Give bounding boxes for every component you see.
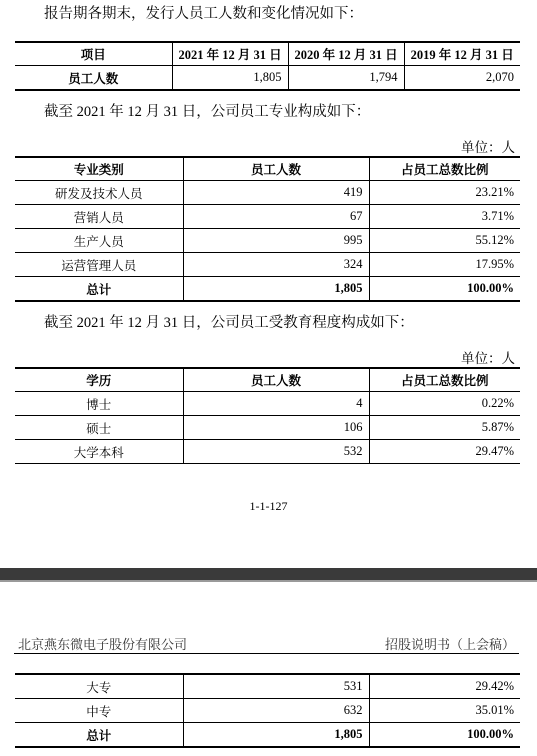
row-label: 大专 [15,674,183,699]
cell-value: 17.95% [369,253,520,277]
cell-value: 632 [183,699,369,723]
intro-paragraph-2: 截至 2021 年 12 月 31 日，公司员工专业构成如下： [44,104,371,120]
header-rule [14,653,519,654]
row-label: 员工人数 [15,66,172,91]
cell-value: 55.12% [369,229,520,253]
table-row [15,205,520,229]
cell-value: 106 [183,416,369,440]
cell-value: 1,794 [288,66,404,91]
cell-value: 419 [183,181,369,205]
cell-value: 3.71% [369,205,520,229]
header-cell: 占员工总数比例 [369,368,520,392]
total-row [15,723,520,748]
table-row [15,440,520,464]
cell-value: 23.21% [369,181,520,205]
row-label: 研发及技术人员 [15,181,183,205]
row-label: 博士 [15,392,183,416]
total-label: 总计 [15,723,183,748]
unit-label: 单位：人 [461,140,515,155]
intro-paragraph-3: 截至 2021 年 12 月 31 日，公司员工受教育程度构成如下： [44,315,414,331]
row-label: 营销人员 [15,205,183,229]
running-header-company: 北京燕东微电子股份有限公司 [18,638,188,653]
headcount-header-row [15,42,520,66]
cell-value: 2,070 [404,66,520,91]
header-cell: 2020 年 12 月 31 日 [288,42,404,66]
table-row [15,674,520,699]
cell-value: 29.47% [369,440,520,464]
cell-value: 1,805 [172,66,288,91]
cell-value: 0.22% [369,392,520,416]
row-label: 中专 [15,699,183,723]
cell-value: 995 [183,229,369,253]
header-cell: 专业类别 [15,157,183,181]
table-row [15,416,520,440]
cell-value: 67 [183,205,369,229]
header-cell: 2021 年 12 月 31 日 [172,42,288,66]
table-row [15,699,520,723]
unit-label: 单位：人 [461,351,515,366]
total-value: 1,805 [183,723,369,748]
header-cell: 员工人数 [183,157,369,181]
header-cell: 员工人数 [183,368,369,392]
page-number: 1-1-127 [249,499,288,513]
row-label: 大学本科 [15,440,183,464]
page-break-edge [0,580,537,582]
total-value: 100.00% [369,723,520,748]
cell-value: 29.42% [369,674,520,699]
education-header-row [15,368,520,392]
education-table-continued [15,673,520,748]
cell-value: 531 [183,674,369,699]
cell-value: 5.87% [369,416,520,440]
table-row [15,229,520,253]
table-row [15,253,520,277]
specialty-table [15,156,520,302]
page-break [0,568,537,580]
running-header-doc: 招股说明书（上会稿） [384,638,515,653]
table-row [15,392,520,416]
cell-value: 324 [183,253,369,277]
total-value: 1,805 [183,277,369,302]
specialty-header-row [15,157,520,181]
table-row [15,66,520,91]
row-label: 硕士 [15,416,183,440]
cell-value: 4 [183,392,369,416]
header-cell: 占员工总数比例 [369,157,520,181]
total-label: 总计 [15,277,183,302]
headcount-table [15,41,520,91]
header-cell: 项目 [15,42,172,66]
row-label: 生产人员 [15,229,183,253]
header-cell: 学历 [15,368,183,392]
intro-paragraph-1: 报告期各期末，发行人员工人数和变化情况如下： [44,6,363,22]
total-row [15,277,520,302]
cell-value: 532 [183,440,369,464]
table-row [15,181,520,205]
total-value: 100.00% [369,277,520,302]
row-label: 运营管理人员 [15,253,183,277]
education-table [15,367,520,464]
cell-value: 35.01% [369,699,520,723]
header-cell: 2019 年 12 月 31 日 [404,42,520,66]
